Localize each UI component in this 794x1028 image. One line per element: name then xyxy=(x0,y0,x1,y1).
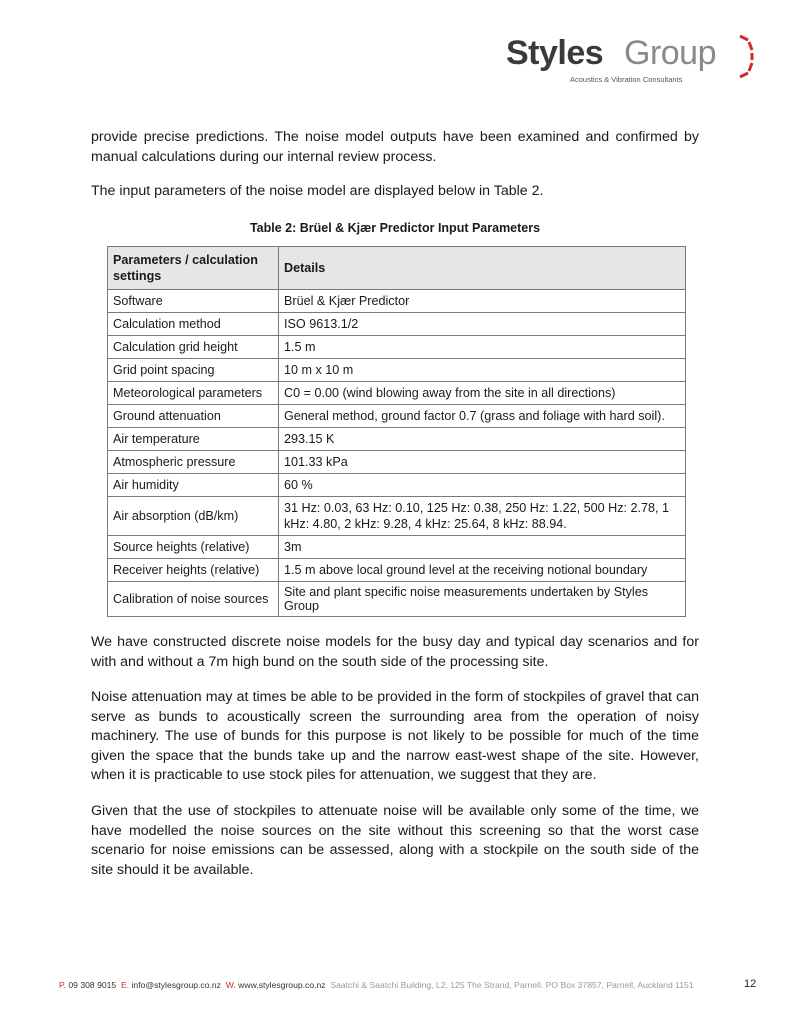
param-cell: Atmospheric pressure xyxy=(108,451,279,474)
table-row xyxy=(108,359,686,382)
param-cell: Source heights (relative) xyxy=(108,536,279,559)
footer-phone: 09 308 9015 xyxy=(68,980,117,990)
paragraph-3: We have constructed discrete noise models for the busy day and typical day scenarios and for with and without a 7m high bund on the south side of the processing site. xyxy=(91,634,699,670)
detail-cell: C0 = 0.00 (wind blowing away from the site in all directions) xyxy=(279,382,686,405)
table-header-details: Details xyxy=(279,247,686,290)
param-cell: Grid point spacing xyxy=(108,359,279,382)
logo-word-group: Group xyxy=(624,34,716,72)
detail-cell: 3m xyxy=(279,536,686,559)
table-row xyxy=(108,382,686,405)
email-label: E. xyxy=(120,980,130,990)
param-cell: Air absorption (dB/km) xyxy=(108,497,279,536)
param-cell: Ground attenuation xyxy=(108,405,279,428)
paragraph-5: Given that the use of stockpiles to attenuate noise will be available only some of the time, we have modelled the noise sources on the site without this screening so that the worst case scenario for noise emissions can be assessed, along with a stockpile on the south side of the site should it be available. xyxy=(91,803,699,878)
table-header-param: Parameters / calculation settings xyxy=(108,247,279,290)
detail-cell: 31 Hz: 0.03, 63 Hz: 0.10, 125 Hz: 0.38, 250 Hz: 1.22, 500 Hz: 2.78, 1 kHz: 4.80, 2 kHz: 9.28, 4 kHz: 25.64, 8 kHz: 88.94. xyxy=(279,497,686,536)
page-footer xyxy=(59,980,694,990)
table-row xyxy=(108,428,686,451)
detail-cell: 1.5 m above local ground level at the receiving notional boundary xyxy=(279,559,686,582)
logo-bracket-icon xyxy=(736,34,758,78)
paragraph-1: provide precise predictions. The noise model outputs have been examined and confirmed by manual calculations during our internal review process. xyxy=(91,129,699,165)
page-number: 12 xyxy=(744,978,757,990)
param-cell: Air temperature xyxy=(108,428,279,451)
param-cell: Receiver heights (relative) xyxy=(108,559,279,582)
param-cell: Air humidity xyxy=(108,474,279,497)
paragraph-4: Noise attenuation may at times be able to be provided in the form of stockpiles of gravel that can serve as bunds to acoustically screen the surrounding area from the operation of noisy machinery. The use of bunds for this purpose is not likely to be possible for much of the time given the space that the bunds take up and the narrow east-west shape of the site. However, when it is practicable to use stock piles for attenuation, we suggest that they are. xyxy=(91,689,699,783)
paragraph-2: The input parameters of the noise model are displayed below in Table 2. xyxy=(91,183,544,199)
table-header-row xyxy=(108,247,686,290)
footer-email[interactable]: info@stylesgroup.co.nz xyxy=(131,980,221,990)
param-cell: Calculation grid height xyxy=(108,336,279,359)
table-row xyxy=(108,559,686,582)
logo-word-styles: Styles xyxy=(506,34,604,72)
detail-cell: 10 m x 10 m xyxy=(279,359,686,382)
footer-website[interactable]: www.stylesgroup.co.nz xyxy=(238,980,326,990)
table-row xyxy=(108,405,686,428)
logo-tagline: Acoustics & Vibration Consultants xyxy=(570,75,683,84)
param-cell: Calibration of noise sources xyxy=(108,582,279,617)
detail-cell: 101.33 kPa xyxy=(279,451,686,474)
phone-label: P. xyxy=(59,980,67,990)
detail-cell: Site and plant specific noise measurements undertaken by Styles Group xyxy=(279,582,686,617)
table-caption: Table 2: Brüel & Kjær Predictor Input Parameters xyxy=(249,221,541,235)
table-row xyxy=(108,497,686,536)
detail-cell: ISO 9613.1/2 xyxy=(279,313,686,336)
table-row xyxy=(108,451,686,474)
footer-address: Saatchi & Saatchi Building, L2, 125 The Strand, Parnell. PO Box 37857, Parnell, Auckland 1151 xyxy=(330,980,694,990)
parameters-table xyxy=(107,246,686,617)
table-row xyxy=(108,290,686,313)
company-logo xyxy=(506,30,766,90)
table-row xyxy=(108,536,686,559)
detail-cell: Brüel & Kjær Predictor xyxy=(279,290,686,313)
table-row xyxy=(108,474,686,497)
detail-cell: 1.5 m xyxy=(279,336,686,359)
param-cell: Meteorological parameters xyxy=(108,382,279,405)
table-row xyxy=(108,336,686,359)
param-cell: Calculation method xyxy=(108,313,279,336)
web-label: W. xyxy=(225,980,236,990)
table-row xyxy=(108,582,686,617)
param-cell: Software xyxy=(108,290,279,313)
detail-cell: General method, ground factor 0.7 (grass and foliage with hard soil). xyxy=(279,405,686,428)
detail-cell: 293.15 K xyxy=(279,428,686,451)
table-row xyxy=(108,313,686,336)
detail-cell: 60 % xyxy=(279,474,686,497)
